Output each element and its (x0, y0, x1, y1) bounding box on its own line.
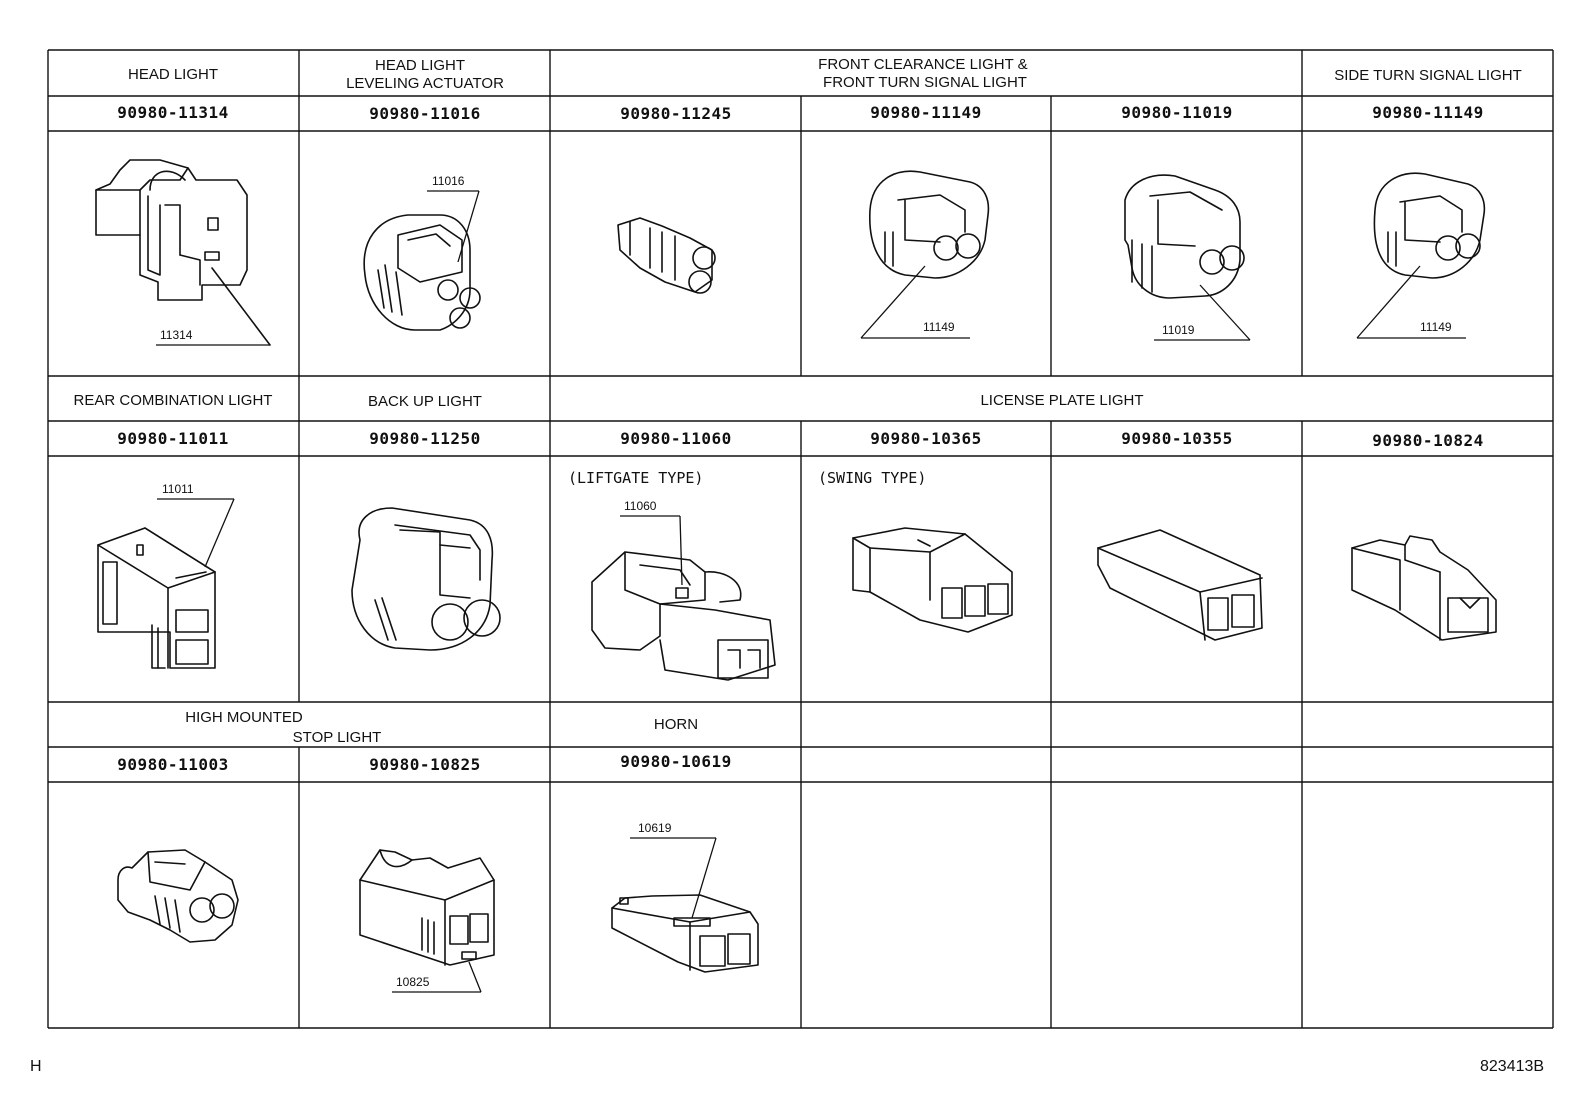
part-number: 90980-11149 (870, 103, 982, 122)
header-license-plate-light: LICENSE PLATE LIGHT (980, 392, 1144, 409)
part-number: 90980-11250 (369, 429, 481, 448)
header-back-up-light: BACK UP LIGHT (368, 393, 482, 410)
header-front-clearance-turn-signal (818, 56, 1032, 91)
callout-leader (680, 516, 682, 585)
callout-leader (458, 191, 479, 262)
callout-label: 10825 (396, 975, 430, 989)
connector-drawing-10355 (1098, 530, 1262, 640)
header-line: LEVELING ACTUATOR (346, 75, 504, 92)
callout-label: 11016 (432, 174, 465, 188)
callout-leader (469, 962, 481, 992)
table-grid (48, 50, 1553, 1028)
header-line: FRONT TURN SIGNAL LIGHT (823, 74, 1027, 91)
connector-drawing-11314 (96, 160, 270, 345)
callout-label: 11314 (160, 328, 193, 342)
connector-drawing-10824 (1352, 536, 1496, 640)
liftgate-type-note: (LIFTGATE TYPE) (568, 469, 704, 487)
swing-type-note: (SWING TYPE) (818, 469, 927, 487)
part-number: 90980-11314 (117, 103, 229, 122)
figure-reference-number: 823413B (1480, 1058, 1545, 1075)
callout-leader (1200, 285, 1250, 340)
connector-drawing-11016 (364, 215, 480, 330)
callout-label: 11149 (923, 320, 955, 334)
header-head-light-leveling-actuator (346, 57, 504, 92)
part-number: 90980-10619 (620, 752, 732, 771)
connector-drawing-11060 (592, 552, 775, 680)
connector-drawing-11245 (618, 218, 715, 293)
callout-leader (861, 266, 925, 338)
callout-label: 10619 (638, 821, 672, 835)
connector-drawing-11011 (98, 528, 215, 668)
part-number: 90980-11245 (620, 104, 732, 123)
part-number: 90980-11060 (620, 429, 732, 448)
footer-left-mark: H (30, 1058, 42, 1075)
callout-label: 11149 (1420, 320, 1452, 334)
part-number: 90980-11016 (369, 104, 481, 123)
header-stop-light: STOP LIGHT (292, 729, 382, 746)
connector-drawing-11019 (1125, 175, 1244, 298)
connector-drawing-11149-side (1374, 173, 1484, 278)
callout-leader (205, 499, 234, 567)
callout-label: 11019 (1162, 323, 1195, 337)
header-rear-combination-light: REAR COMBINATION LIGHT (73, 392, 273, 409)
callout-label: 11060 (624, 499, 657, 513)
header-line: FRONT CLEARANCE LIGHT & (818, 56, 1028, 73)
connector-drawing-10825 (360, 850, 494, 965)
part-number: 90980-10825 (369, 755, 481, 774)
header-high-mounted: HIGH MOUNTED (185, 709, 303, 726)
callout-leader (1357, 266, 1420, 338)
part-number: 90980-11011 (117, 429, 229, 448)
header-head-light: HEAD LIGHT (127, 66, 219, 83)
callout-label: 11011 (162, 482, 194, 496)
connector-drawing-11003 (118, 850, 238, 942)
connector-drawing-10365 (853, 528, 1012, 632)
header-horn: HORN (653, 716, 699, 733)
connector-drawing-10619 (612, 895, 758, 972)
part-number: 90980-10355 (1121, 429, 1233, 448)
header-line: HEAD LIGHT (375, 57, 465, 74)
part-number: 90980-10824 (1372, 431, 1484, 450)
part-number: 90980-11149 (1372, 103, 1484, 122)
connector-drawing-11149-front (870, 171, 989, 278)
header-side-turn-signal-light: SIDE TURN SIGNAL LIGHT (1334, 67, 1522, 84)
part-number: 90980-10365 (870, 429, 982, 448)
connector-drawing-11250 (352, 508, 500, 650)
part-number: 90980-11003 (117, 755, 229, 774)
part-number: 90980-11019 (1121, 103, 1233, 122)
callout-leader (692, 838, 716, 918)
